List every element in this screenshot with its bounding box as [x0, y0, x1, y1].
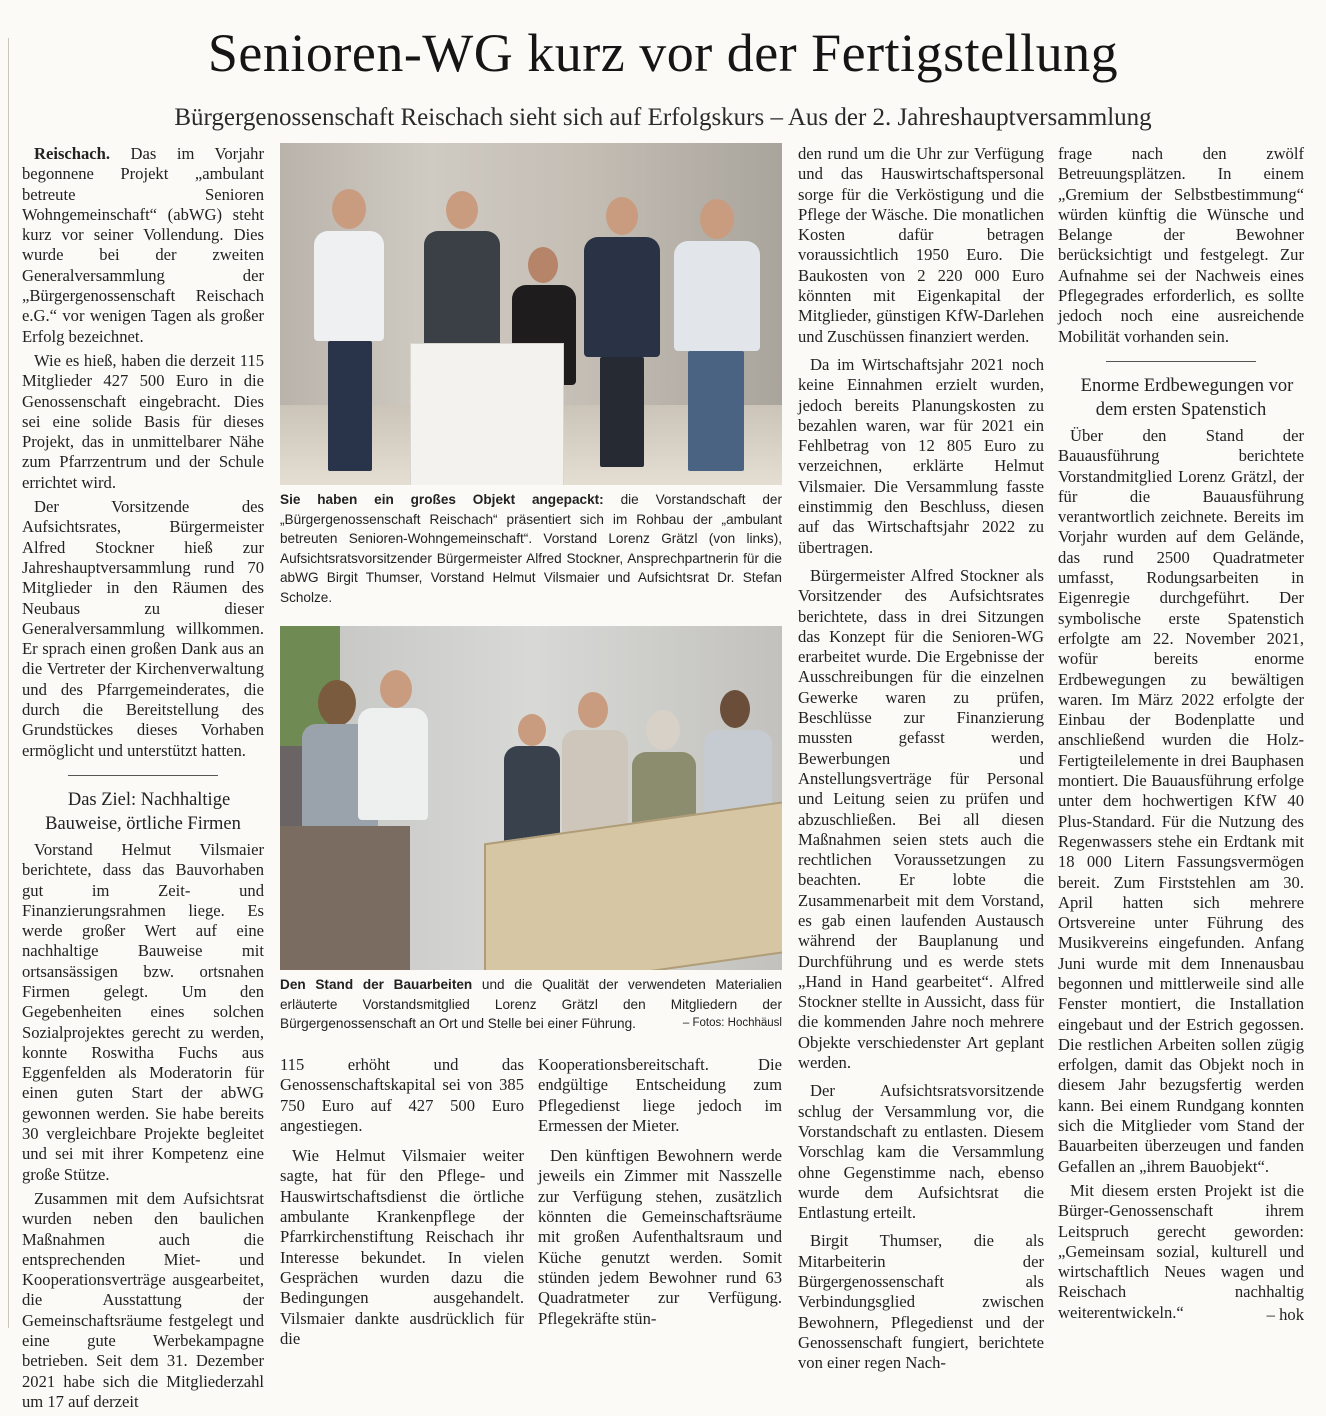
- caption-bold: Sie haben ein großes Objekt angepackt:: [280, 492, 604, 507]
- paragraph-text: Das im Vorjahr begonnene Projekt „ambulant betreute Senioren Wohngemeinschaft“ (abWG) steht kurz vor seiner Vollendung. Dies wurde bei der zweiten Generalversammlung der „Bürgergenossenschaft Reischach e.G.“ vor wenigen Tagen als großer Erfolg bezeichnet.: [22, 144, 264, 346]
- subheadline: Bürgergenossenschaft Reischach sieht sich auf Erfolgskurs – Aus der 2. Jahreshauptversammlung: [174, 104, 1152, 131]
- divider: [1106, 361, 1256, 362]
- paragraph: Wie Helmut Vilsmaier weiter sagte, hat für den Pflege- und Hauswirtschaftsdienst die örtliche ambulante Krankenpflege der Pfarrkirchenstiftung Reischach ihr Interesse bekundet. In vielen Gesprächen wurden dazu die Bedingungen ausgehandelt. Vilsmaier dankte ausdrücklich für die: [280, 1146, 524, 1348]
- paragraph: Kooperationsbereitschaft. Die endgültige Entscheidung zum Pflegedienst liege jedoch im Ermessen der Mieter.: [538, 1055, 782, 1135]
- paragraph: Da im Wirtschaftsjahr 2021 noch keine Einnahmen erzielt wurden, jedoch bereits Planungskosten zu bezahlen waren, war für 2021 ein Fehlbetrag von 12 805 Euro zu verzeichnen, erklärte Helmut Vilsmaier. Die Versammlung fasste einstimmig den Beschluss, diesen auf das Wirtschaftsjahr 2022 zu übertragen.: [798, 354, 1044, 557]
- paragraph: Birgit Thumser, die als Mitarbeiterin der Bürgergenossenschaft als Verbindungsglied zwischen Bewohnern, Pflegedienst und der Genossenschaft fungiert, berichtete von einer regen Nach-: [798, 1231, 1044, 1373]
- column-3-lower: [538, 1055, 782, 1333]
- paragraph: Vorstand Helmut Vilsmaier berichtete, dass das Bauvorhaben gut im Zeit- und Finanzierungsrahmen liege. Es werde großer Wert auf eine nachhaltige Bauweise mit ortsansässigen bzw. ortsnahen Firmen gelegt. Um den Gegebenheiten eines solchen Sozialprojektes gerecht zu werden, konnte Roswitha Fuchs aus Eggenfelden als Moderatorin für einen guten Start der abWG gewonnen werden. Sie habe bereits 30 vergleichbare Projekte begleitet und sei mit ihrer Kompetenz eine große Stütze.: [22, 839, 264, 1184]
- photo-caption-2: [280, 975, 782, 1034]
- caption-text: und die Qualität der verwendeten Materialien erläuterte Vorstandsmitglied Lorenz Grätzl den Mitgliedern der Bürgergenossenschaft an Ort und Stelle bei einer Führung.: [280, 977, 782, 1032]
- paragraph: Der Aufsichtsratsvorsitzende schlug der Versammlung vor, die Vorstandschaft zu entlasten. Diesem Vorschlag kam die Versammlung ohne Gegenstimme nach, ebenso wurde dem Aufsichtsrat die Entlastung erteilt.: [798, 1081, 1044, 1223]
- headline: Senioren-WG kurz vor der Fertigstellung: [207, 23, 1119, 83]
- paragraph: frage nach den zwölf Betreuungsplätzen. In einem „Gremium der Selbstbestimmung“ würden künftig die Wünsche und Belange der Bewohner berücksichtigt und festgelegt. Zur Aufnahme sei der Nachweis eines Pflegegrades erforderlich, es sollte jedoch noch eine ausreichende Mobilität vorhanden sein.: [1058, 144, 1304, 346]
- photo-credit: – Fotos: Hochhäusl: [682, 1017, 782, 1030]
- page-edge: [0, 38, 9, 1328]
- section-heading: Das Ziel: Nachhaltige Bauweise, örtliche Firmen: [45, 789, 241, 834]
- divider: [68, 775, 218, 776]
- photo-caption-1: [280, 490, 782, 608]
- section-heading: Enorme Erdbewegungen vor dem ersten Spatenstich: [1080, 375, 1294, 420]
- author-signature: – hok: [1266, 1305, 1304, 1325]
- caption-bold: Den Stand der Bauarbeiten: [280, 977, 473, 992]
- tour-photo: [280, 626, 782, 970]
- column-1: [22, 144, 264, 1416]
- paragraph: Wie es hieß, haben die derzeit 115 Mitglieder 427 500 Euro in die Genossenschaft eingebracht. Dies sei eine solide Basis für dieses Projekt, das in unmittelbarer Nähe zum Pfarrzentrum und der Schule errichtet wird.: [22, 350, 264, 492]
- paragraph: Bürgermeister Alfred Stockner als Vorsitzender des Aufsichtsrates berichtete, dass in drei Sitzungen das Konzept für die Senioren-WG erarbeitet wurde. Die Ergebnisse der Ausschreibungen für die einzelnen Gewerke waren zu prüfen, Beschlüsse zur Finanzierung mussten gefasst werden, Bewerbungen und Anstellungsverträge für Personal und Leitung seien zu prüfen und abzuschließen. Bei all diesen Maßnahmen seien stets auch die rechtlichen Voraussetzungen zu beachten. Er lobte die Zusammenarbeit mit dem Vorstand, es gab einen laufenden Austausch während der Bauplanung und Durchführung und es werde stets „Hand in Hand gearbeitet“. Alfred Stockner stellte in Aussicht, dass für die kommenden Jahre noch mehrere Objekte verschiedenster Art geplant werden.: [798, 565, 1044, 1073]
- paragraph: Mit diesem ersten Projekt ist die Bürger-Genossenschaft ihrem Leitspruch gerecht geworden: „Gemeinsam sozial, kulturell und wirtschaftlich Neues wagen und Reischach nachhaltig weiterentwickeln.“: [1058, 1180, 1304, 1322]
- group-photo: [280, 143, 782, 485]
- column-2-lower: [280, 1055, 524, 1353]
- dateline: Reischach.: [34, 144, 111, 163]
- paragraph: [22, 144, 264, 347]
- paragraph: Der Vorsitzende des Aufsichtsrates, Bürgermeister Alfred Stockner hieß zur Jahreshauptversammlung rund 70 Mitglieder in den Räumen des Neubaus zu dieser Generalversammlung willkommen. Er sprach einen großen Dank aus an die Vertreter der Kirchenverwaltung und des Pfarrgemeinderates, die durch die Bereitstellung des Grundstückes dieses Vorhaben ermöglicht und unterstützt hatten.: [22, 497, 264, 760]
- paragraph: Zusammen mit dem Aufsichtsrat wurden neben den baulichen Maßnahmen auch die entsprechenden Miet- und Kooperationsverträge ausgearbeitet, die Ausstattung der Gemeinschaftsräume festgelegt und eine gute Werbekampagne betrieben. Seit dem 31. Dezember 2021 habe sich die Mitgliederzahl um 17 auf derzeit: [22, 1188, 264, 1411]
- paragraph: Den künftigen Bewohnern werde jeweils ein Zimmer mit Nasszelle zur Verfügung stehen, zusätzlich könnten die Gemeinschaftsräume mit großen Aufenthaltsraum und Küche genutzt werden. Somit stünden jedem Bewohner rund 63 Quadratmeter zur Verfügung. Pflegekräfte stün-: [538, 1146, 782, 1328]
- column-4: [798, 144, 1044, 1378]
- column-5: [1058, 144, 1304, 1325]
- caption-text: die Vorstandschaft der „Bürgergenossenschaft Reischach“ präsentiert sich im Rohbau der „ambulant betreuten Senioren-Wohngemeinschaft“. Vorstand Lorenz Grätzl (von links), Aufsichtsratsvorsitzender Bürgermeister Alfred Stockner, Ansprechpartnerin für die abWG Birgit Thumser, Vorstand Helmut Vilsmaier und Aufsichtsrat Dr. Stefan Scholze.: [280, 492, 782, 605]
- paragraph: 115 erhöht und das Genossenschaftskapital sei von 385 750 Euro auf 427 500 Euro angestiegen.: [280, 1055, 524, 1135]
- paragraph: den rund um die Uhr zur Verfügung und das Hauswirtschaftspersonal sorge für die Verköstigung und die Pflege der Wäsche. Die monatlichen Kosten dafür betragen voraussichtlich 1950 Euro. Die Baukosten von 2 220 000 Euro könnten mit Eigenkapital der Mitglieder, günstigen KfW-Darlehen und Zuschüssen finanziert werden.: [798, 144, 1044, 346]
- paragraph: Über den Stand der Bauausführung berichtete Vorstandmitglied Lorenz Grätzl, der für die Bauausführung verantwortlich zeichnete. Bereits im Vorjahr wurden auf dem Gelände, das rund 2500 Quadratmeter umfasst, Rodungsarbeiten in Eigenregie durchgeführt. Der symbolische erste Spatenstich erfolgte am 22. November 2021, wofür bereits enorme Erdbewegungen zu bewältigen waren. Im März 2022 erfolgte der Einbau der Bodenplatte und anschließend wurden die Holz-Fertigteilelemente in drei Bauphasen montiert. Die Bauausführung erfolge unter dem hochwertigen KfW 40 Plus-Standard. Für die Nutzung des Regenwassers stehe ein Erdtank mit 18 000 Litern Fassungsvermögen bereit. Zum Firststehlen am 30. April hatten sich mehrere Ortsvereine unter Führung des Musikvereins eingefunden. Anfang Juni wurde mit dem Innenausbau begonnen und mittlerweile sind alle Fenster montiert, die Installation eingebaut und der Estrich gegossen. Die restlichen Arbeiten sollen zügig erfolgen, damit das Objekt noch in diesem Jahr bezugsfertig werden kann. Bei einem Rundgang konnten sich die Mitglieder vom Stand der Bauarbeiten überzeugen und fanden Gefallen an „ihrem Bauobjekt“.: [1058, 425, 1304, 1176]
